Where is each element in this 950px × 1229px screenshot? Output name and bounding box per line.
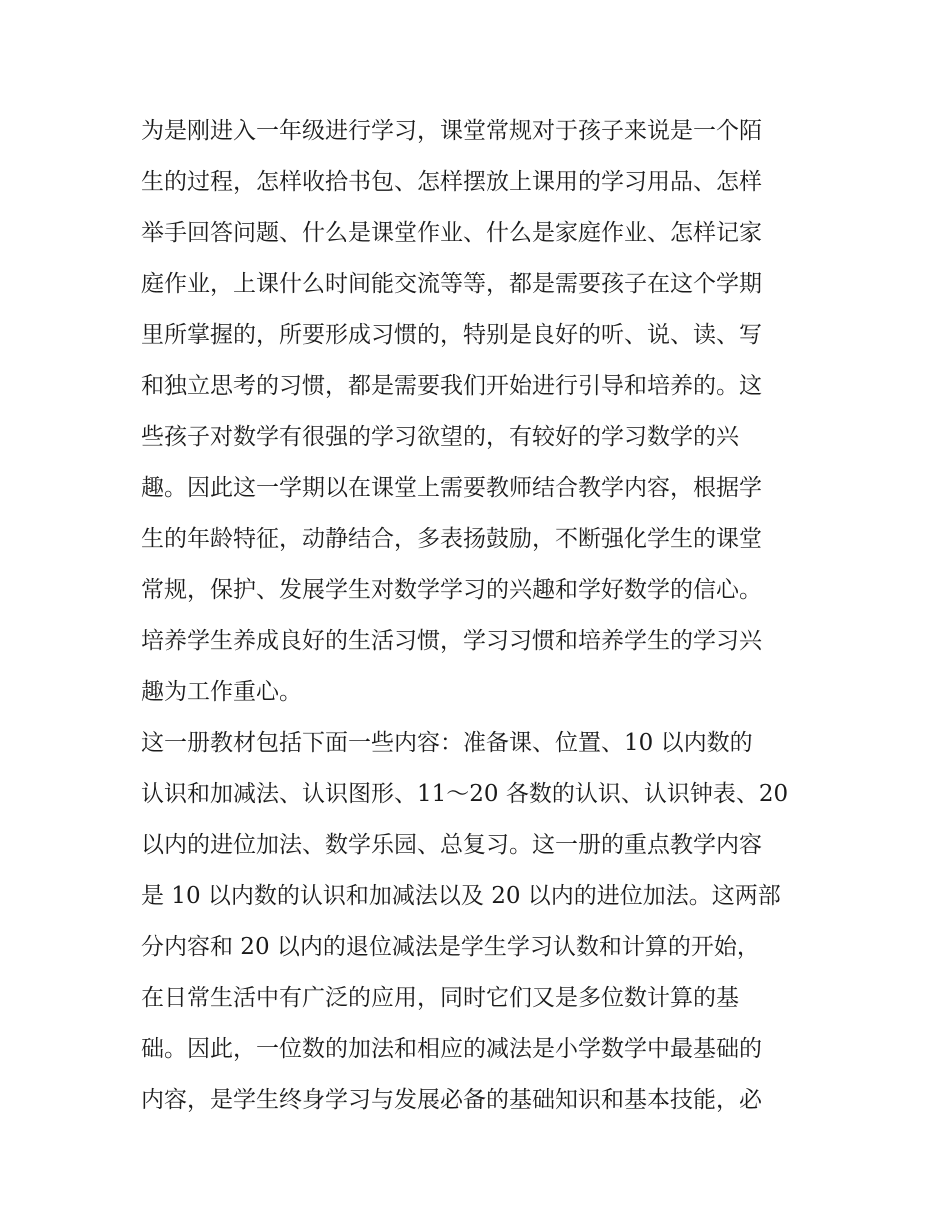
- text-line: 常规，保护、发展学生对数学学习的兴趣和学好数学的信心。: [141, 577, 762, 603]
- text-line: 和独立思考的习惯，都是需要我们开始进行引导和培养的。这: [141, 373, 762, 399]
- text-line: 举手回答问题、什么是课堂作业、什么是家庭作业、怎样记家: [141, 220, 762, 246]
- text-line: 础。因此，一位数的加法和相应的减法是小学数学中最基础的: [141, 1036, 762, 1062]
- text-line: 生的年龄特征，动静结合，多表扬鼓励，不断强化学生的课堂: [141, 526, 762, 552]
- text-line: 趣为工作重心。: [141, 679, 302, 705]
- text-line: 在日常生活中有广泛的应用，同时它们又是多位数计算的基: [141, 985, 739, 1011]
- text-line: 这一册教材包括下面一些内容：准备课、位置、10 以内数的: [141, 730, 753, 756]
- text-line: 内容，是学生终身学习与发展必备的基础知识和基本技能，必: [141, 1087, 762, 1113]
- text-line: 认识和加减法、认识图形、11～20 各数的认识、认识钟表、20: [141, 781, 789, 807]
- body-text: [141, 106, 821, 1126]
- text-line: 些孩子对数学有很强的学习欲望的，有较好的学习数学的兴: [141, 424, 739, 450]
- text-line: 以内的进位加法、数学乐园、总复习。这一册的重点教学内容: [141, 832, 762, 858]
- text-line: 是 10 以内数的认识和加减法以及 20 以内的进位加法。这两部: [141, 883, 781, 909]
- text-line: 趣。因此这一学期以在课堂上需要教师结合教学内容，根据学: [141, 475, 762, 501]
- text-line: 为是刚进入一年级进行学习，课堂常规对于孩子来说是一个陌: [141, 118, 762, 144]
- text-line: 生的过程，怎样收拾书包、怎样摆放上课用的学习用品、怎样: [141, 169, 762, 195]
- text-line: 庭作业，上课什么时间能交流等等，都是需要孩子在这个学期: [141, 271, 762, 297]
- text-line: 培养学生养成良好的生活习惯，学习习惯和培养学生的学习兴: [141, 628, 762, 654]
- text-line: 分内容和 20 以内的退位减法是学生学习认数和计算的开始，: [141, 934, 760, 960]
- text-line: 里所掌握的，所要形成习惯的，特别是良好的听、说、读、写: [141, 322, 762, 348]
